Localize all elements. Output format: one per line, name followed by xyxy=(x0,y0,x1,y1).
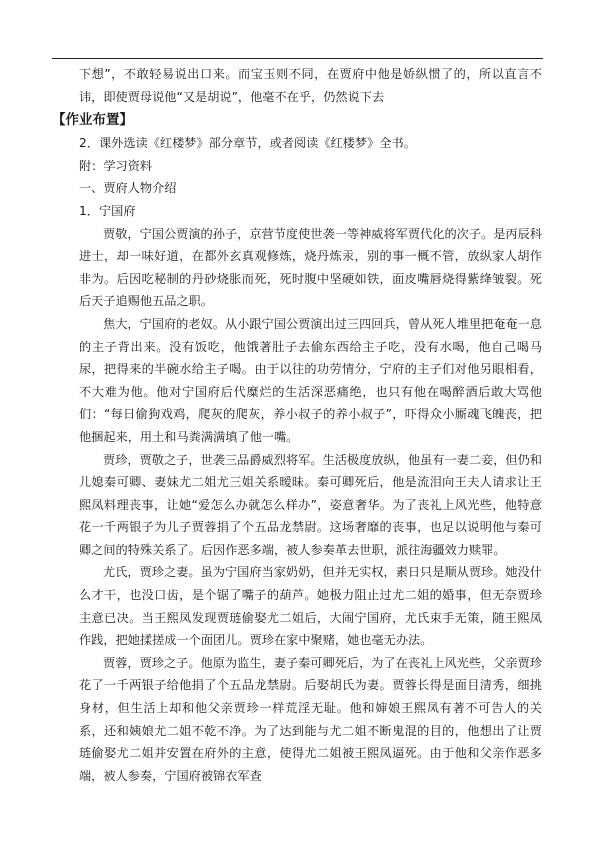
paragraph-jia-rong: 贾蓉，贾珍之子。他原为监生，妻子秦可卿死后，为了在丧礼上风光些，父亲贾珍花了一千两银子给他捐了个五品龙禁尉。后娶胡氏为妻。贾蓉长得是面目清秀，细挑身材，但生活上却和他父亲贾珍一样荒淫无耻。他和婶娘王熙凤有著不可告人的关系，还和姨娘尤二姐不乾不净。为了达到能与尤二姐不断鬼混的目的，他想出了让贾琏偷娶尤二姐并安置在府外的主意，使得尤二姐被王熙凤逼死。由于他和父亲作恶多端，被人参奏，宁国府被锦衣军查 xyxy=(79,655,542,783)
subsection-title: 1．宁国府 xyxy=(79,203,136,218)
document-body xyxy=(52,63,542,787)
paragraph-jia-zhen: 贾珍，贾敬之子，世袭三品爵威烈将军。生活极度放纵，他虽有一妻二妾，但仍和儿媳秦可卿、妻妹尤二姐尤三姐关系暧昧。秦可卿死后，他是流泪向王夫人请求让王熙凤料理丧事，让她“爱怎么办就怎么样办”，姿意奢华。为了丧礼上风光些，他特意花一千两银子为儿子贾蓉捐了个五品龙禁尉。这场奢靡的丧事，也足以说明他与秦可卿之间的特殊关系了。后因作恶多端，被人参奏革去世职，派往海疆效力赎罪。 xyxy=(79,452,542,557)
paragraph-jia-jing: 贾敬，宁国公贾演的孙子，京营节度使世袭一等神威将军贾代化的次子。是丙辰科进士，却一味好道，在都外玄真观修炼，烧丹炼汞，别的事一概不管，放纵家人胡作非为。后因吃秘制的丹砂烧胀而死，死时腹中坚硬如铁，面皮嘴唇烧得紫绛皱裂。死后天子追赐他五品之职。 xyxy=(79,226,542,309)
homework-heading: 【作业布置】 xyxy=(52,112,133,129)
header-rule xyxy=(52,58,543,59)
appendix-label: 附：学习资料 xyxy=(79,158,153,173)
paragraph-you-shi: 尤氏，贾珍之妻。虽为宁国府当家奶奶，但并无实权，素日只是顺从贾珍。她没什么才干，也没口齿，是个锯了嘴子的葫芦。她极力阻止过尤二姐的婚事，但无奈贾珍主意已决。当王熙凤发现贾琏偷娶尤二姐后，大闹宁国府，尤氏束手无策，随王熙凤作践，把她揉搓成一个面团儿。贾珍在家中聚赌，她也毫无办法。 xyxy=(79,565,542,648)
section-title: 一、贾府人物介绍 xyxy=(79,181,177,196)
paragraph-jiao-da: 焦大，宁国府的老奴。从小跟宁国公贾演出过三四回兵，曾从死人堆里把奄奄一息的主子背出来。没有饭吃，他饿著肚子去偷东西给主子吃，没有水喝，他自己喝马尿，把得来的半碗水给主子喝。由于以往的功劳情分，宁府的主子们对他另眼相看，不大难为他。他对宁国府后代糜烂的生活深恶痛绝，也只有他在喝醉酒后敢大骂他们：“每日偷狗戏鸡，爬灰的爬灰，养小叔子的养小叔子”，吓得众小厮魂飞魄丧，把他捆起来，用土和马粪满满填了他一嘴。 xyxy=(79,316,542,444)
assignment-item: 2．课外选读《红楼梦》部分章节，或者阅读《红楼梦》全书。 xyxy=(79,136,416,151)
continued-paragraph: 下想”，不敢轻易说出口来。而宝玉则不同，在贾府中他是娇纵惯了的，所以直言不讳，即使贾母说他“又是胡说”，他毫不在乎，仍然说下去 xyxy=(79,67,542,104)
